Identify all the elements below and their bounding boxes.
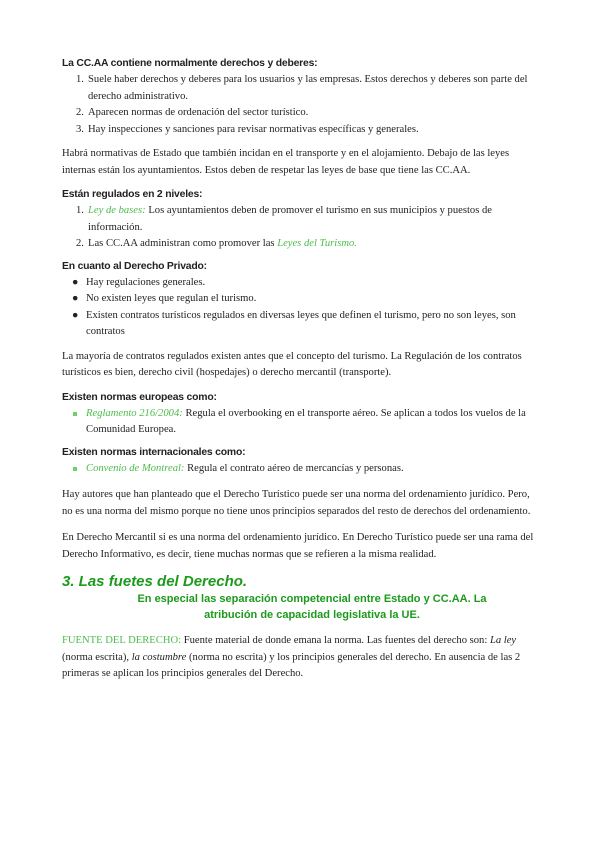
list-number: 2. xyxy=(76,107,84,118)
list-text: Hay regulaciones generales. xyxy=(86,276,206,288)
ccaa-list xyxy=(62,72,542,138)
list-text: No existen leyes que regulan el turismo. xyxy=(86,293,257,304)
heading-ccaa: La CC.AA contiene normalmente derechos y deberes: xyxy=(62,58,318,69)
list-text: Las CC.AA administran como promover las xyxy=(88,238,278,249)
paragraph-autores: Hay autores que han planteado que el Derecho Turístico puede ser una norma del ordenamiento jurídico. Pero, no es una norma del mismo porque no tiene unos principios separados del resto de derechos del ordenamiento. xyxy=(62,489,531,517)
convenio-link[interactable]: Convenio de Montreal: xyxy=(86,462,185,474)
square-bullet-icon xyxy=(73,412,77,416)
costumbre-term: la costumbre xyxy=(131,651,187,663)
list-item xyxy=(62,236,542,253)
list-item xyxy=(62,105,542,122)
paragraph-fuente xyxy=(62,633,542,683)
heading-niveles: Están regulados en 2 niveles: xyxy=(62,189,203,200)
list-item xyxy=(62,203,542,236)
document-page xyxy=(62,56,542,683)
bullet-icon: ● xyxy=(72,309,79,321)
section-subtitle-line2: atribución de capacidad legislativa la UE. xyxy=(204,609,420,621)
list-item xyxy=(62,461,542,478)
bullet-icon: ● xyxy=(72,293,79,304)
paragraph-estado: Habrá normativas de Estado que también incidan en el transporte y en el alojamiento. Debajo de las leyes internas están los ayuntamientos. Estos deben de respetar las leyes de base que tiene las CC.AA. xyxy=(62,148,510,176)
paragraph-mercantil: En Derecho Mercantil si es una norma del ordenamiento jurídico. En Derecho Turístico puede ser una rama del Derecho Informativo, es decir, tiene muchas normas que se refieren a la misma realidad. xyxy=(62,532,534,560)
list-item xyxy=(62,291,542,308)
list-number: 1. xyxy=(76,74,84,85)
list-item xyxy=(62,308,542,341)
list-text: Regula el overbooking en el transporte aéreo. Se aplican a todos los vuelos de la Comunidad Europea. xyxy=(86,407,526,435)
list-text: Suele haber derechos y deberes para los usuarios y las empresas. Estos derechos y deberes son parte del derecho administrativo. xyxy=(88,74,528,102)
heading-derecho-privado: En cuanto al Derecho Privado: xyxy=(62,260,207,272)
list-item xyxy=(62,122,542,139)
ley-term: La ley xyxy=(489,635,517,646)
section-subtitle-line1: En especial las separación competencial entre Estado y CC.AA. La xyxy=(137,593,487,605)
heading-normas-europeas: Existen normas europeas como: xyxy=(62,391,217,403)
reglamento-link[interactable]: Reglamento 216/2004: xyxy=(86,407,183,419)
section-title: 3. Las fuetes del Derecho. xyxy=(62,573,248,590)
text-span: Fuente material de donde emana la norma. Las fuentes del derecho son: xyxy=(181,635,490,646)
heading-normas-internacionales: Existen normas internacionales como: xyxy=(62,446,246,458)
list-text: Regula el contrato aéreo de mercancías y personas. xyxy=(184,462,404,474)
leyes-turismo-link[interactable]: Leyes del Turismo. xyxy=(277,238,357,249)
fuente-label: FUENTE DEL DERECHO: xyxy=(62,635,182,646)
bullet-icon: ● xyxy=(72,276,79,288)
list-number: 2. xyxy=(76,238,84,249)
text-span: (norma no escrita) y los principios generales del derecho. En ausencia de las 2 primeras se aplican los principios generales del Derecho. xyxy=(62,651,521,679)
list-text: Los ayuntamientos deben de promover el turismo en sus municipios y puestos de información. xyxy=(88,205,492,233)
list-text: Aparecen normas de ordenación del sector turístico. xyxy=(88,107,309,118)
paragraph-contratos: La mayoría de contratos regulados existen antes que el concepto del turismo. La Regulación de los contratos turísticos es bien, derecho civil (hospedajes) o derecho mercantil (transporte). xyxy=(62,350,522,378)
list-text: Existen contratos turísticos regulados en diversas leyes que definen el turismo, pero no son leyes, son contratos xyxy=(86,309,516,337)
square-bullet-icon xyxy=(73,467,77,471)
list-text: Hay inspecciones y sanciones para revisar normativas específicas y generales. xyxy=(88,123,419,135)
ley-de-bases-link[interactable]: Ley de bases: xyxy=(88,205,146,216)
privado-bullets xyxy=(62,275,542,341)
list-item xyxy=(62,72,542,105)
text-span: (norma escrita), xyxy=(62,651,132,663)
list-number: 1. xyxy=(76,205,84,216)
list-item xyxy=(62,406,542,439)
internacionales-list xyxy=(62,461,542,478)
list-item xyxy=(62,275,542,292)
europeas-list xyxy=(62,406,542,439)
list-number: 3. xyxy=(76,123,84,135)
niveles-list xyxy=(62,203,542,253)
